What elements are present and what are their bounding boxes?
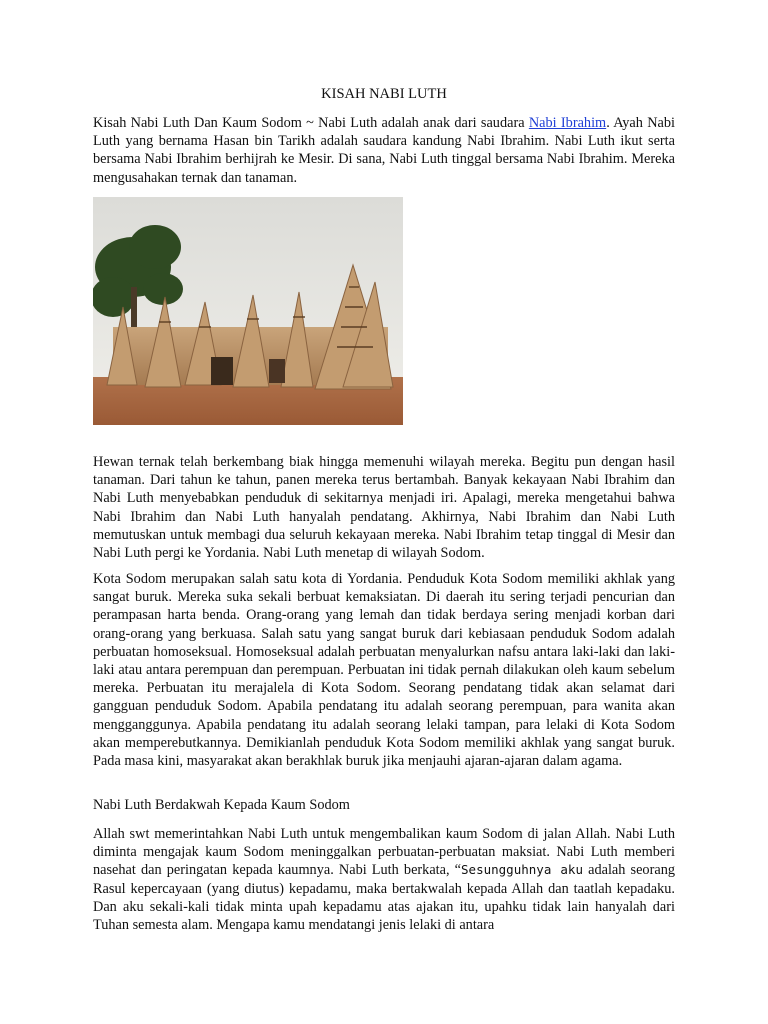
intro-text-after-link: . Ayah Nabi Luth yang bernama Hasan bin Tarikh adalah saudara kandung Nabi Ibrahim. Nabi Luth ikut serta bersama Nabi Ibrahim berhijrah ke Mesir. Di sana, Nabi Luth tinggal bersama Nabi Ibrahim. Mereka mengusahakan ternak dan tanaman. xyxy=(93,115,675,186)
paragraph-4 xyxy=(93,825,675,934)
paragraph-3: Kota Sodom merupakan salah satu kota di Yordania. Penduduk Kota Sodom memiliki akhlak yang sangat buruk. Mereka suka sekali berbuat kemaksiatan. Di daerah itu sering terjadi pencurian dan perampasan harta benda. Orang-orang yang lemah dan tidak berdaya sering menjadi korban dari orang-orang yang berkuasa. Salah satu yang sangat buruk dari kebiasaan penduduk Sodom adalah perbuatan homoseksual. Homoseksual adalah perbuatan menyalurkan nafsu antara laki-laki dan laki-laki atau antara perempuan dan perempuan. Perbuatan ini tidak pernah dilakukan oleh kaum sebelum mereka. Perbuatan itu merajalela di Kota Sodom. Seorang pendatang tidak akan selamat dari gangguan penduduk Sodom. Apabila pendatang itu adalah seorang perempuan, para wanita akan mengganggunya. Apabila pendatang itu adalah seorang lelaki tampan, para lelaki di Kota Sodom akan memperebutkannya. Demikianlah penduduk Kota Sodom memiliki akhlak yang sangat buruk. Pada masa kini, masyarakat akan berakhlak buruk jika menjauhi ajaran-ajaran dalam agama. xyxy=(93,571,675,770)
nabi-ibrahim-link[interactable]: Nabi Ibrahim xyxy=(528,115,607,131)
intro-text-before-link: Kisah Nabi Luth Dan Kaum Sodom ~ Nabi Luth adalah anak dari saudara xyxy=(93,115,529,131)
para4-quote-word: Sesungguhnya aku xyxy=(461,862,583,878)
paragraph-2: Hewan ternak telah berkembang biak hingga memenuhi wilayah mereka. Begitu pun dengan hasil tanaman. Dari tahun ke tahun, panen mereka terus bertambah. Banyak kekayaan Nabi Ibrahim dan Nabi Luth menyebabkan penduduk di sekitarnya menjadi iri. Apalagi, mereka mengetahui bahwa Nabi Ibrahim dan Nabi Luth hanyalah pendatang. Akhirnya, Nabi Ibrahim dan Nabi Luth memutuskan untuk membagi dua seluruh kekayaan mereka. Nabi Ibrahim tetap tinggal di Mesir dan Nabi Luth pergi ke Yordania. Nabi Luth menetap di wilayah Sodom. xyxy=(93,454,675,562)
section-heading: Nabi Luth Berdakwah Kepada Kaum Sodom xyxy=(93,797,350,813)
mosque-photo xyxy=(93,197,403,425)
para4-text-before-quote: Allah swt memerintahkan Nabi Luth untuk mengembalikan kaum Sodom di jalan Allah. Nabi Luth diminta mengajak kaum Sodom meninggalkan perbuatan-perbuatan maksiat. Nabi Luth memberi nasehat dan peringatan kepada kaumnya. Nabi Luth berkata, “ xyxy=(93,826,675,879)
page-title: KISAH NABI LUTH xyxy=(321,86,447,102)
para4-text-after-quote: adalah seorang Rasul kepercayaan (yang diutus) kepadamu, maka bertakwalah kepada Allah dan taatlah kepadaku. Dan aku sekali-kali tidak minta upah kepadamu atas ajakan itu, upahku tidak lain hanyalah dari Tuhan semesta alam. Mengapa kamu mendatangi jenis lelaki di antara xyxy=(93,862,675,934)
intro-paragraph xyxy=(93,114,675,187)
